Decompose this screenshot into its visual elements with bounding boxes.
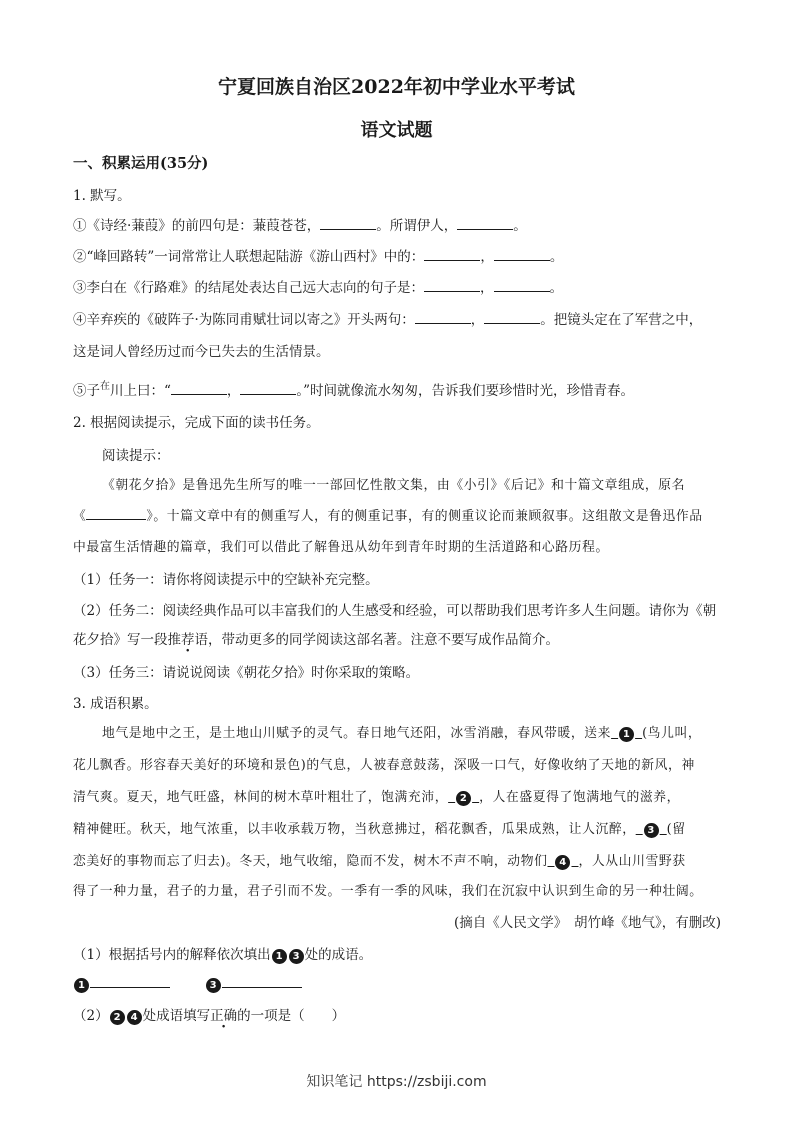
q3-passage: 精神健旺。秋天，地气浓重，以丰收承载万物，当秋意拂过，稻花飘香，瓜果成熟，让人沉醉， 3 (留 [73,822,686,837]
q3-sub-1-answers [73,974,302,993]
reading-hint-label: 阅读提示： [102,448,170,464]
marker-2: 2 [456,791,471,806]
q1-item-1: ①《诗经·蒹葭》的前四句是：蒹葭苍苍， 。所谓伊人， 。 [73,218,527,234]
q3-stem: 3. 成语积累。 [73,696,158,712]
q2-task-3: （3）任务三：请说说阅读《朝花夕拾》时你采取的策略。 [73,665,420,681]
answer-blank[interactable] [484,310,540,324]
answer-blank[interactable] [457,216,513,230]
marker-2: 2 [110,1010,125,1025]
q3-passage: 花儿飘香。形容春天美好的环境和景色)的气息，人被春意鼓荡，深吸一口气，好像收纳了天地的新风，神 [73,758,695,773]
answer-blank[interactable] [547,854,578,869]
marker-3: 3 [644,823,659,838]
q3-passage: 得了一种力量，君子的力量，君子引而不发。一季有一季的风味，我们在沉寂中认识到生命的另一种壮阔。 [73,884,703,899]
answer-blank[interactable] [90,974,170,988]
q1-item-2: ②“峰回路转”一词常常让人联想起陆游《游山西村》中的： ， 。 [73,249,564,265]
q1-item-4-cont: 这是词人曾经历过而今已失去的生活情景。 [73,344,330,360]
answer-blank[interactable] [86,506,146,520]
q2-stem: 2. 根据阅读提示，完成下面的读书任务。 [73,415,320,431]
q1-item-4: ④辛弃疾的《破阵子·为陈同甫赋壮词以寄之》开头两句： ， 。把镜头定在了军营之中， [73,312,703,328]
q1-item-5: ⑤子$^在$川上曰：“ ， 。”时间就像流水匆匆，告诉我们要珍惜时光，珍惜青春。 [73,381,635,399]
q2-task-2: （2）任务二：阅读经典作品可以丰富我们的人生感受和经验，可以帮助我们思考许多人生问题。请你为《朝 [73,603,717,619]
emphasis-text: 正确 [210,1008,238,1024]
reading-hint-text: 《 》。十篇文章中有的侧重写人，有的侧重记事，有的侧重议论而兼顾叙事。这组散文是鲁迅作品 [73,505,703,524]
q1-stem: 1. 默写。 [73,188,131,204]
answer-blank[interactable] [611,726,642,741]
marker-3: 3 [206,978,221,993]
answer-blank[interactable] [636,822,667,837]
marker-4: 4 [555,855,570,870]
q3-passage: 恋美好的事物而忘了归去)。冬天，地气收缩，隐而不发，树木不声不响，动物们 4 ，人从山川雪野获 [73,854,686,869]
answer-blank[interactable] [415,310,471,324]
reading-hint-text: 中最富生活情趣的篇章，我们可以借此了解鲁迅从幼年到青年时期的生活道路和心路历程。 [73,540,609,555]
exam-subtitle: 语文试题 [360,120,433,141]
answer-blank[interactable] [240,381,296,395]
q1-item-3: ③李白在《行路难》的结尾处表达自己远大志向的句子是： ， 。 [73,280,563,296]
q3-passage: 地气是地中之王，是土地山川赋予的灵气。春日地气还阳，冰雪消融，春风带暖，送来 1 (鸟儿叫， [102,726,702,741]
q2-task-1: （1）任务一：请你将阅读提示中的空缺补充完整。 [73,572,379,588]
footer-watermark: 知识笔记 https://zsbiji.com [306,1074,487,1090]
marker-4: 4 [127,1010,142,1025]
marker-3: 3 [289,949,304,964]
reading-hint-text: 《朝花夕拾》是鲁迅先生所写的唯一一部回忆性散文集，由《小引》《后记》和十篇文章组成，原名 [102,478,686,493]
exam-title: 宁夏回族自治区2022年初中学业水平考试 [218,76,575,98]
marker-1: 1 [619,727,634,742]
q3-sub-2: （2） 2 4 处成语填写正确的一项是（ ） [73,1008,346,1024]
section-heading: 一、积累运用(35分) [73,155,209,172]
marker-1: 1 [272,949,287,964]
answer-blank[interactable] [494,278,550,292]
answer-blank[interactable] [222,974,302,988]
emphasis-text: 推荐语 [167,632,208,648]
answer-blank[interactable] [320,216,376,230]
marker-1: 1 [74,978,89,993]
answer-blank[interactable] [494,247,550,261]
answer-blank[interactable] [424,247,480,261]
source-citation: (摘自《人民文学》 胡竹峰《地气》，有删改) [453,915,721,931]
q3-passage: 清气爽。夏天，地气旺盛，林间的树木草叶粗壮了，饱满充沛， 2 ，人在盛夏得了饱满地气的滋养， [73,790,681,805]
answer-blank[interactable] [448,790,479,805]
answer-blank[interactable] [171,381,227,395]
q3-sub-1: （1）根据括号内的解释依次填出 1 3 处的成语。 [73,947,373,963]
answer-blank[interactable] [424,278,480,292]
q2-task-2-cont: 花夕拾》写一段推荐语，带动更多的同学阅读这部名著。注意不要写成作品简介。 [73,632,559,648]
